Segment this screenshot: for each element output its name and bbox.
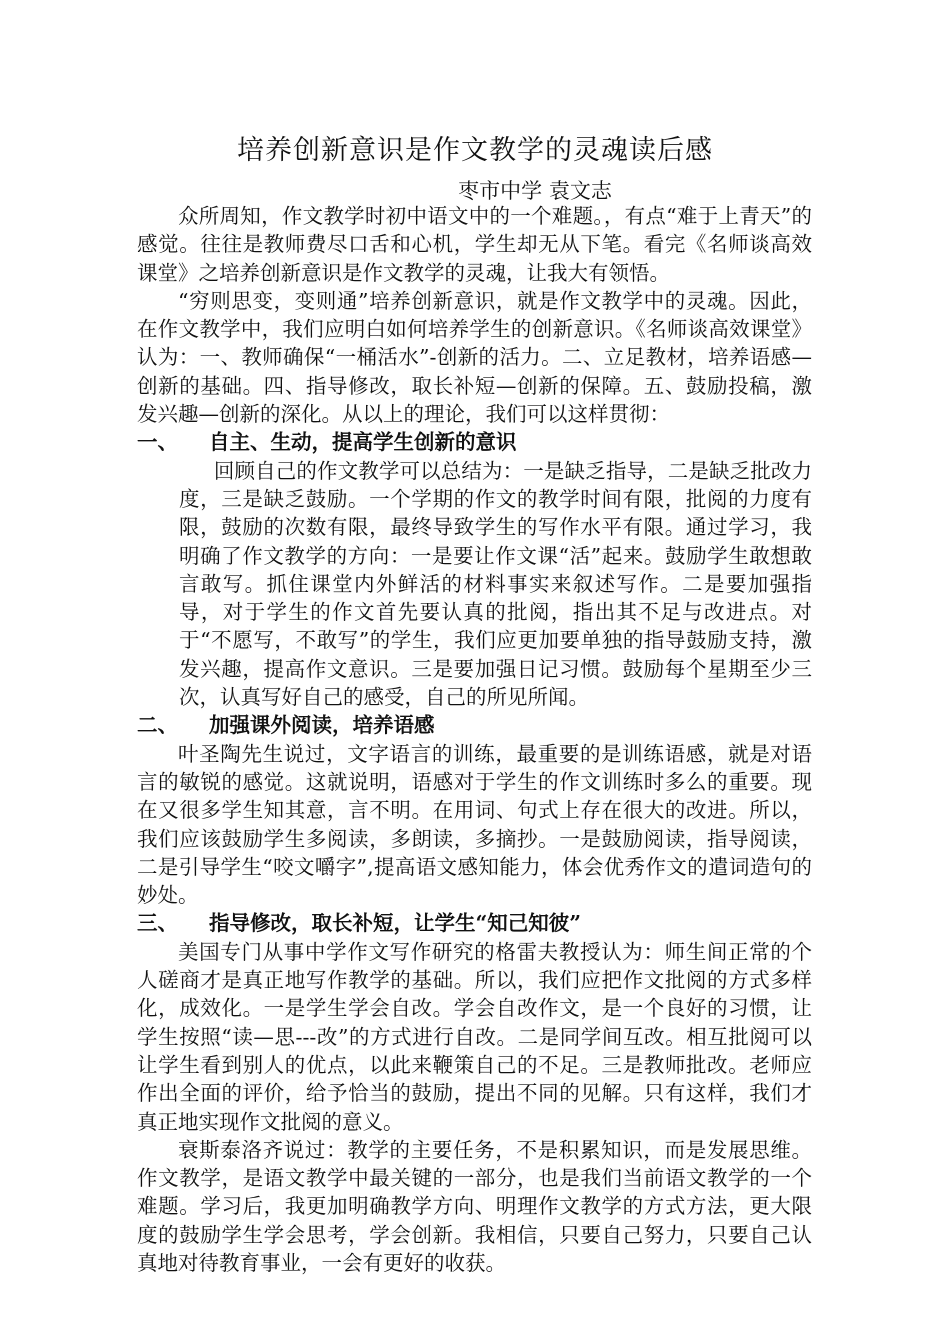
section-paragraph-2: 叶圣陶先生说过，文字语言的训练，最重要的是训练语感，就是对语言的敏锐的感觉。这就说明，语感对于学生的作文训练时多么的重要。现在又很多学生知其意，言不明。在用词、句式上存在很大的改进。所以，我们应该鼓励学生多阅读，多朗读，多摘抄。一是鼓励阅读，指导阅读，二是引导学生“咬文嚼字”,提高语文感知能力，体会优秀作文的遣词造句的妙处。 <box>137 741 812 908</box>
section-heading-text: 指导修改，取长补短，让学生“知己知彼” <box>209 911 582 936</box>
section-number: 三、 <box>137 911 178 936</box>
document-title: 培养创新意识是作文教学的灵魂读后感 <box>237 135 713 166</box>
section-body-1 <box>137 457 812 712</box>
closing-paragraph: 衰斯泰洛齐说过：教学的主要任务，不是积累知识，而是发展思维。作文教学，是语文教学中最关键的一部分，也是我们当前语文教学的一个难题。学习后，我更加明确教学方向、明理作文教学的方式方法，更大限度的鼓励学生学会思考，学会创新。我相信，只要自己努力，只要自己认真地对待教育事业，一会有更好的收获。 <box>137 1137 812 1275</box>
section-heading-1 <box>137 428 812 456</box>
section-paragraph: 回顾自己的作文教学可以总结为：一是缺乏指导，二是缺乏批改力度，三是缺乏鼓励。一个学期的作文的教学时间有限，批阅的力度有限，鼓励的次数有限，最终导致学生的写作水平有限。通过学习，我明确了作文教学的方向：一是要让作文课“活”起来。鼓励学生敢想敢言敢写。抓住课堂内外鲜活的材料事实来叙述写作。二是要加强指导，对于学生的作文首先要认真的批阅，指出其不足与改进点。对于“不愿写，不敢写”的学生，我们应更加要单独的指导鼓励支持，激发兴趣，提高作文意识。三是要加强日记习惯。鼓励每个星期至少三次，认真写好自己的感受，自己的所见所闻。 <box>179 458 812 710</box>
section-heading-text: 自主、生动，提高学生创新的意识 <box>209 430 517 455</box>
section-number: 一、 <box>137 430 178 455</box>
intro-paragraph-2: “穷则思变，变则通”培养创新意识，就是作文教学中的灵魂。因此，在作文教学中，我们应明白如何培养学生的创新意识。《名师谈高效课堂》认为：一、教师确保“一桶活水”-创新的活力。二、立足教材，培养语感—创新的基础。四、指导修改，取长补短—创新的保障。五、鼓励投稿，激发兴趣—创新的深化。从以上的理论，我们可以这样贯彻： <box>137 288 812 427</box>
document-body <box>137 202 812 1277</box>
section-heading-2 <box>137 711 812 739</box>
document-author: 枣市中学 袁文志 <box>458 179 612 203</box>
section-number: 二、 <box>137 713 178 738</box>
intro-paragraph-1: 众所周知，作文教学时初中语文中的一个难题。，有点“难于上青天”的感觉。往往是教师费尽口舌和心机，学生却无从下笔。看完《名师谈高效课堂》之培养创新意识是作文教学的灵魂，让我大有领悟。 <box>137 204 812 285</box>
section-heading-text: 加强课外阅读，培养语感 <box>209 713 435 738</box>
section-heading-3 <box>137 909 812 937</box>
section-paragraph-3: 美国专门从事中学作文写作研究的格雷夫教授认为：师生间正常的个人磋商才是真正地写作教学的基础。所以，我们应把作文批阅的方式多样化，成效化。一是学生学会自改。学会自改作文，是一个良好的习惯，让学生按照“读—思---改”的方式进行自改。二是同学间互改。相互批阅可以让学生看到别人的优点，以此来鞭策自己的不足。三是教师批改。老师应作出全面的评价，给予恰当的鼓励，提出不同的见解。只有这样，我们才真正地实现作文批阅的意义。 <box>137 939 812 1134</box>
